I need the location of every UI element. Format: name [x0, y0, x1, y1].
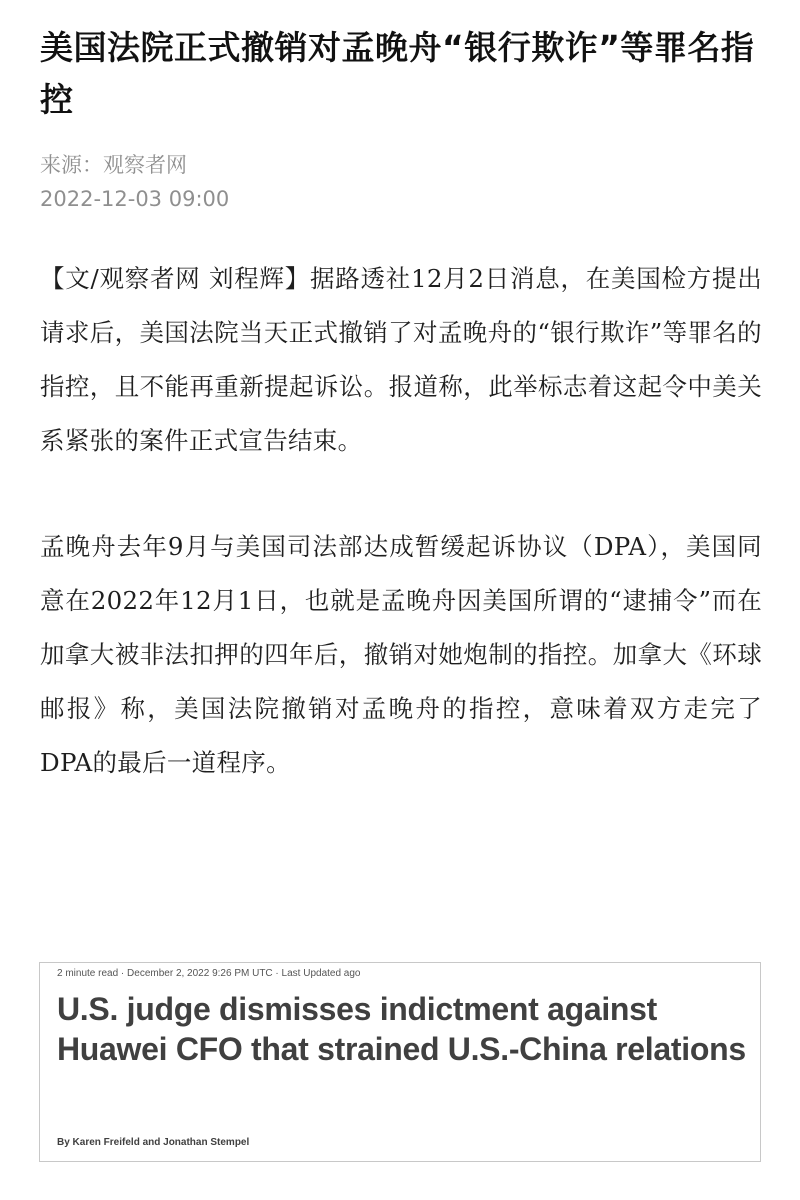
- article-paragraph-2: 孟晚舟去年9月与美国司法部达成暂缓起诉协议（DPA），美国同意在2022年12月1日，也就是孟晚舟因美国所谓的“逮捕令”而在加拿大被非法扣押的四年后，撤销对她炮制的指控。加拿大《环球邮报》称，美国法院撤销对孟晚舟的指控，意味着双方走完了DPA的最后一道程序。: [40, 532, 762, 777]
- screenshot-byline: By Karen Freifeld and Jonathan Stempel: [57, 1137, 250, 1148]
- article-source: 来源：观察者网: [40, 153, 187, 177]
- reuters-screenshot: [39, 962, 761, 1162]
- article-paragraph-1: 【文/观察者网 刘程辉】据路透社12月2日消息，在美国检方提出请求后，美国法院当天正式撤销了对孟晚舟的“银行欺诈”等罪名的指控，且不能再重新提起诉讼。报道称，此举标志着这起令中美关系紧张的案件正式宣告结束。: [40, 264, 762, 455]
- article-datetime: 2022-12-03 09:00: [40, 187, 230, 211]
- screenshot-headline: U.S. judge dismisses indictment against Huawei CFO that strained U.S.-China relations: [57, 991, 746, 1067]
- article-title: 美国法院正式撤销对孟晚舟“银行欺诈”等罪名指控: [40, 28, 755, 119]
- article-meta: [40, 148, 762, 216]
- article: [40, 22, 762, 790]
- screenshot-meta: 2 minute read · December 2, 2022 9:26 PM UTC · Last Updated ago: [57, 968, 361, 979]
